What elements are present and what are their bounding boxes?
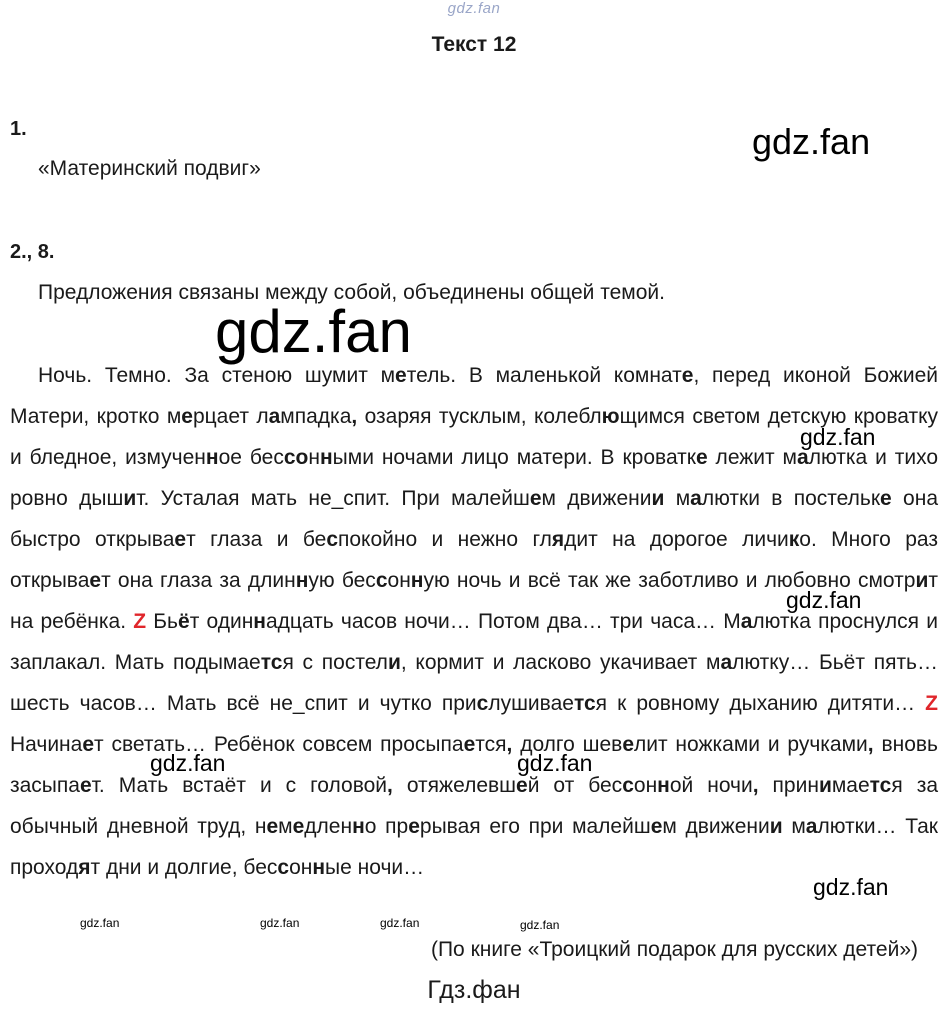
text-fragment: адцать часов ночи… Потом два… три часа… М bbox=[265, 610, 741, 633]
text-fragment: , перед иконой Божией Матери, кротко м bbox=[10, 364, 939, 428]
text-fragment: лютка и тихо ровно дыш bbox=[10, 446, 939, 510]
highlighted-letter: е bbox=[650, 815, 663, 838]
highlighted-letter: , bbox=[351, 405, 358, 428]
highlighted-letter: , bbox=[506, 733, 513, 756]
highlighted-letter: с bbox=[622, 774, 634, 797]
text-fragment: лит ножками и ручками bbox=[634, 733, 868, 756]
text-fragment: о. Много раз открыва bbox=[10, 528, 938, 592]
text-fragment: т дни и долгие, бес bbox=[90, 856, 278, 879]
text-fragment: ую бес bbox=[308, 569, 376, 592]
paragraph-mark: Z bbox=[133, 610, 147, 633]
task-1-number: 1. bbox=[10, 118, 27, 140]
text-fragment: лютка проснулся и заплакал. Мать подымае bbox=[10, 610, 938, 674]
text-fragment: й от бес bbox=[527, 774, 623, 797]
text-fragment: покойно и нежно гл bbox=[338, 528, 552, 551]
highlighted-letter: т bbox=[869, 774, 880, 797]
text-fragment: я за обычный дневной труд, н bbox=[10, 774, 939, 838]
highlighted-letter: к bbox=[788, 528, 800, 551]
highlighted-letter: н bbox=[410, 569, 424, 592]
text-fragment: рывая его при малейш bbox=[419, 815, 651, 838]
watermark: gdz.fan bbox=[517, 750, 593, 776]
text-fragment: лушивае bbox=[488, 692, 574, 715]
watermark: gdz.fan bbox=[786, 587, 862, 613]
highlighted-letter: с bbox=[476, 692, 489, 715]
watermark: gdz.fan bbox=[520, 918, 560, 932]
highlighted-letter: а bbox=[720, 651, 733, 674]
highlighted-letter: е bbox=[174, 528, 187, 551]
highlighted-letter: е bbox=[292, 815, 305, 838]
highlighted-letter: с bbox=[375, 569, 388, 592]
paragraph-mark: Z bbox=[925, 692, 938, 715]
highlighted-letter: н bbox=[312, 856, 326, 879]
highlighted-letter: а bbox=[268, 405, 281, 428]
text-fragment: , кормит и ласково укачивает м bbox=[400, 651, 721, 674]
highlighted-letter: е bbox=[516, 774, 528, 797]
text-fragment: я с постел bbox=[282, 651, 388, 674]
text-fragment: м движени bbox=[662, 815, 770, 838]
highlighted-letter: а bbox=[740, 610, 753, 633]
text-fragment: т она глаза за длин bbox=[101, 569, 296, 592]
highlighted-letter: е bbox=[82, 733, 95, 756]
text-fragment: т. Усталая мать не_спит. При малейш bbox=[136, 487, 530, 510]
highlighted-letter: и bbox=[915, 569, 929, 592]
highlighted-letter: с bbox=[879, 774, 892, 797]
highlighted-letter: ю bbox=[601, 405, 620, 428]
highlighted-letter: , bbox=[387, 774, 393, 797]
highlighted-letter: н bbox=[657, 774, 670, 797]
highlighted-letter: т bbox=[573, 692, 584, 715]
highlighted-letter: е bbox=[266, 815, 279, 838]
text-fragment: ое бес bbox=[218, 446, 284, 469]
highlighted-letter: , bbox=[752, 774, 759, 797]
source-citation: (По книге «Троицкий подарок для русских детей») bbox=[430, 938, 918, 961]
text-fragment: она быстро открыва bbox=[10, 487, 938, 551]
highlighted-letter: н bbox=[253, 610, 266, 633]
text-fragment: ые ночи… bbox=[325, 856, 425, 879]
watermark: gdz.fan bbox=[800, 424, 876, 450]
watermark: gdz.fan bbox=[260, 916, 300, 930]
text-fragment: т один bbox=[189, 610, 254, 633]
highlighted-letter: с bbox=[326, 528, 338, 551]
watermark: gdz.fan bbox=[150, 750, 226, 776]
text-fragment: мпадка bbox=[280, 405, 352, 428]
text-fragment: лютки в постельк bbox=[701, 487, 881, 510]
page-title: Текст 12 bbox=[431, 33, 517, 56]
text-fragment: тся bbox=[475, 733, 507, 756]
text-fragment: дит на дорогое личи bbox=[564, 528, 789, 551]
task-1-answer: «Материнский подвиг» bbox=[38, 157, 261, 180]
text-fragment: ую ночь и всё так же заботливо и любовно смотр bbox=[423, 569, 916, 592]
text-fragment: Начина bbox=[10, 733, 83, 756]
text-fragment: я к ровному дыханию дитяти… bbox=[595, 692, 926, 715]
text-fragment: Бь bbox=[146, 610, 178, 633]
highlighted-letter: е bbox=[681, 364, 694, 387]
text-fragment: отяжелевш bbox=[392, 774, 517, 797]
highlighted-letter: ё bbox=[178, 610, 190, 633]
text-fragment: о bbox=[387, 569, 400, 592]
highlighted-letter: е bbox=[463, 733, 476, 756]
text-fragment: прин bbox=[758, 774, 819, 797]
text-fragment: м bbox=[664, 487, 691, 510]
text-fragment: н bbox=[399, 569, 411, 592]
watermark: gdz.fan bbox=[752, 121, 871, 162]
highlighted-letter: о bbox=[295, 446, 309, 469]
text-fragment: о пр bbox=[364, 815, 409, 838]
highlighted-letter: и bbox=[818, 774, 832, 797]
highlighted-letter: я bbox=[78, 856, 91, 879]
highlighted-letter: и bbox=[651, 487, 665, 510]
text-fragment: лютку… Бьёт пять… шесть часов… Мать всё не_спит и чутко при bbox=[10, 651, 939, 715]
highlighted-letter: я bbox=[551, 528, 565, 551]
text-fragment: лютки… Так проход bbox=[10, 815, 938, 879]
task-2-answer: Предложения связаны между собой, объединены общей темой. bbox=[38, 281, 665, 304]
highlighted-letter: и bbox=[769, 815, 783, 838]
main-text bbox=[10, 355, 938, 888]
highlighted-letter: с bbox=[583, 692, 596, 715]
highlighted-letter: е bbox=[181, 405, 193, 428]
highlighted-letter: е bbox=[622, 733, 634, 756]
watermark-top: gdz.fan bbox=[447, 0, 501, 17]
text-fragment: м bbox=[782, 815, 806, 838]
highlighted-letter: а bbox=[805, 815, 818, 838]
highlighted-letter: н bbox=[205, 446, 219, 469]
highlighted-letter: н bbox=[319, 446, 333, 469]
highlighted-letter: с bbox=[283, 446, 296, 469]
text-fragment: тель. В маленькой комнат bbox=[406, 364, 682, 387]
text-fragment: ой ночи bbox=[669, 774, 753, 797]
highlighted-letter: е bbox=[89, 569, 102, 592]
highlighted-letter: с bbox=[270, 651, 283, 674]
highlighted-letter: и bbox=[387, 651, 401, 674]
highlighted-letter: е bbox=[395, 364, 407, 387]
highlighted-letter: т bbox=[260, 651, 271, 674]
highlighted-letter: а bbox=[797, 446, 809, 469]
watermark: gdz.fan bbox=[80, 916, 120, 930]
text-fragment: м движени bbox=[541, 487, 652, 510]
highlighted-letter: и bbox=[123, 487, 137, 510]
watermark: gdz.fan bbox=[215, 298, 412, 365]
text-fragment: озаряя тусклым, колебл bbox=[357, 405, 602, 428]
text-fragment: вновь засыпа bbox=[10, 733, 938, 797]
highlighted-letter: а bbox=[690, 487, 702, 510]
text-fragment: о bbox=[289, 856, 301, 879]
text-fragment: лежит м bbox=[707, 446, 797, 469]
text-fragment: щимся светом детскую кроватку и бледное, измучен bbox=[10, 405, 939, 469]
highlighted-letter: е bbox=[79, 774, 92, 797]
highlighted-letter: с bbox=[277, 856, 290, 879]
text-fragment: н bbox=[645, 774, 658, 797]
text-fragment: т. Мать встаёт и с головой bbox=[91, 774, 388, 797]
text-fragment: длен bbox=[304, 815, 353, 838]
text-fragment: т глаза и бе bbox=[186, 528, 327, 551]
text-fragment: т на ребёнка. bbox=[10, 569, 938, 633]
text-fragment: рцает л bbox=[192, 405, 269, 428]
text-fragment: т светать… Ребёнок совсем просыпа bbox=[94, 733, 464, 756]
highlighted-letter: е bbox=[695, 446, 708, 469]
text-fragment: н bbox=[308, 446, 320, 469]
highlighted-letter: е bbox=[408, 815, 420, 838]
task-2-number: 2., 8. bbox=[10, 241, 55, 263]
text-fragment: мае bbox=[831, 774, 870, 797]
text-fragment: Ночь. Темно. За стеною шумит м bbox=[38, 364, 396, 387]
text-fragment: о bbox=[633, 774, 646, 797]
text-fragment: м bbox=[278, 815, 293, 838]
highlighted-letter: н bbox=[352, 815, 365, 838]
text-fragment: н bbox=[300, 856, 313, 879]
highlighted-letter: , bbox=[867, 733, 874, 756]
highlighted-letter: н bbox=[295, 569, 309, 592]
highlighted-letter: е bbox=[529, 487, 542, 510]
watermark: gdz.fan bbox=[813, 874, 889, 900]
text-fragment: долго шев bbox=[512, 733, 623, 756]
highlighted-letter: е bbox=[880, 487, 892, 510]
footer-watermark: Гдз.фан bbox=[427, 976, 521, 1004]
text-fragment: ыми ночами лицо матери. В кроватк bbox=[332, 446, 696, 469]
watermark: gdz.fan bbox=[380, 916, 420, 930]
